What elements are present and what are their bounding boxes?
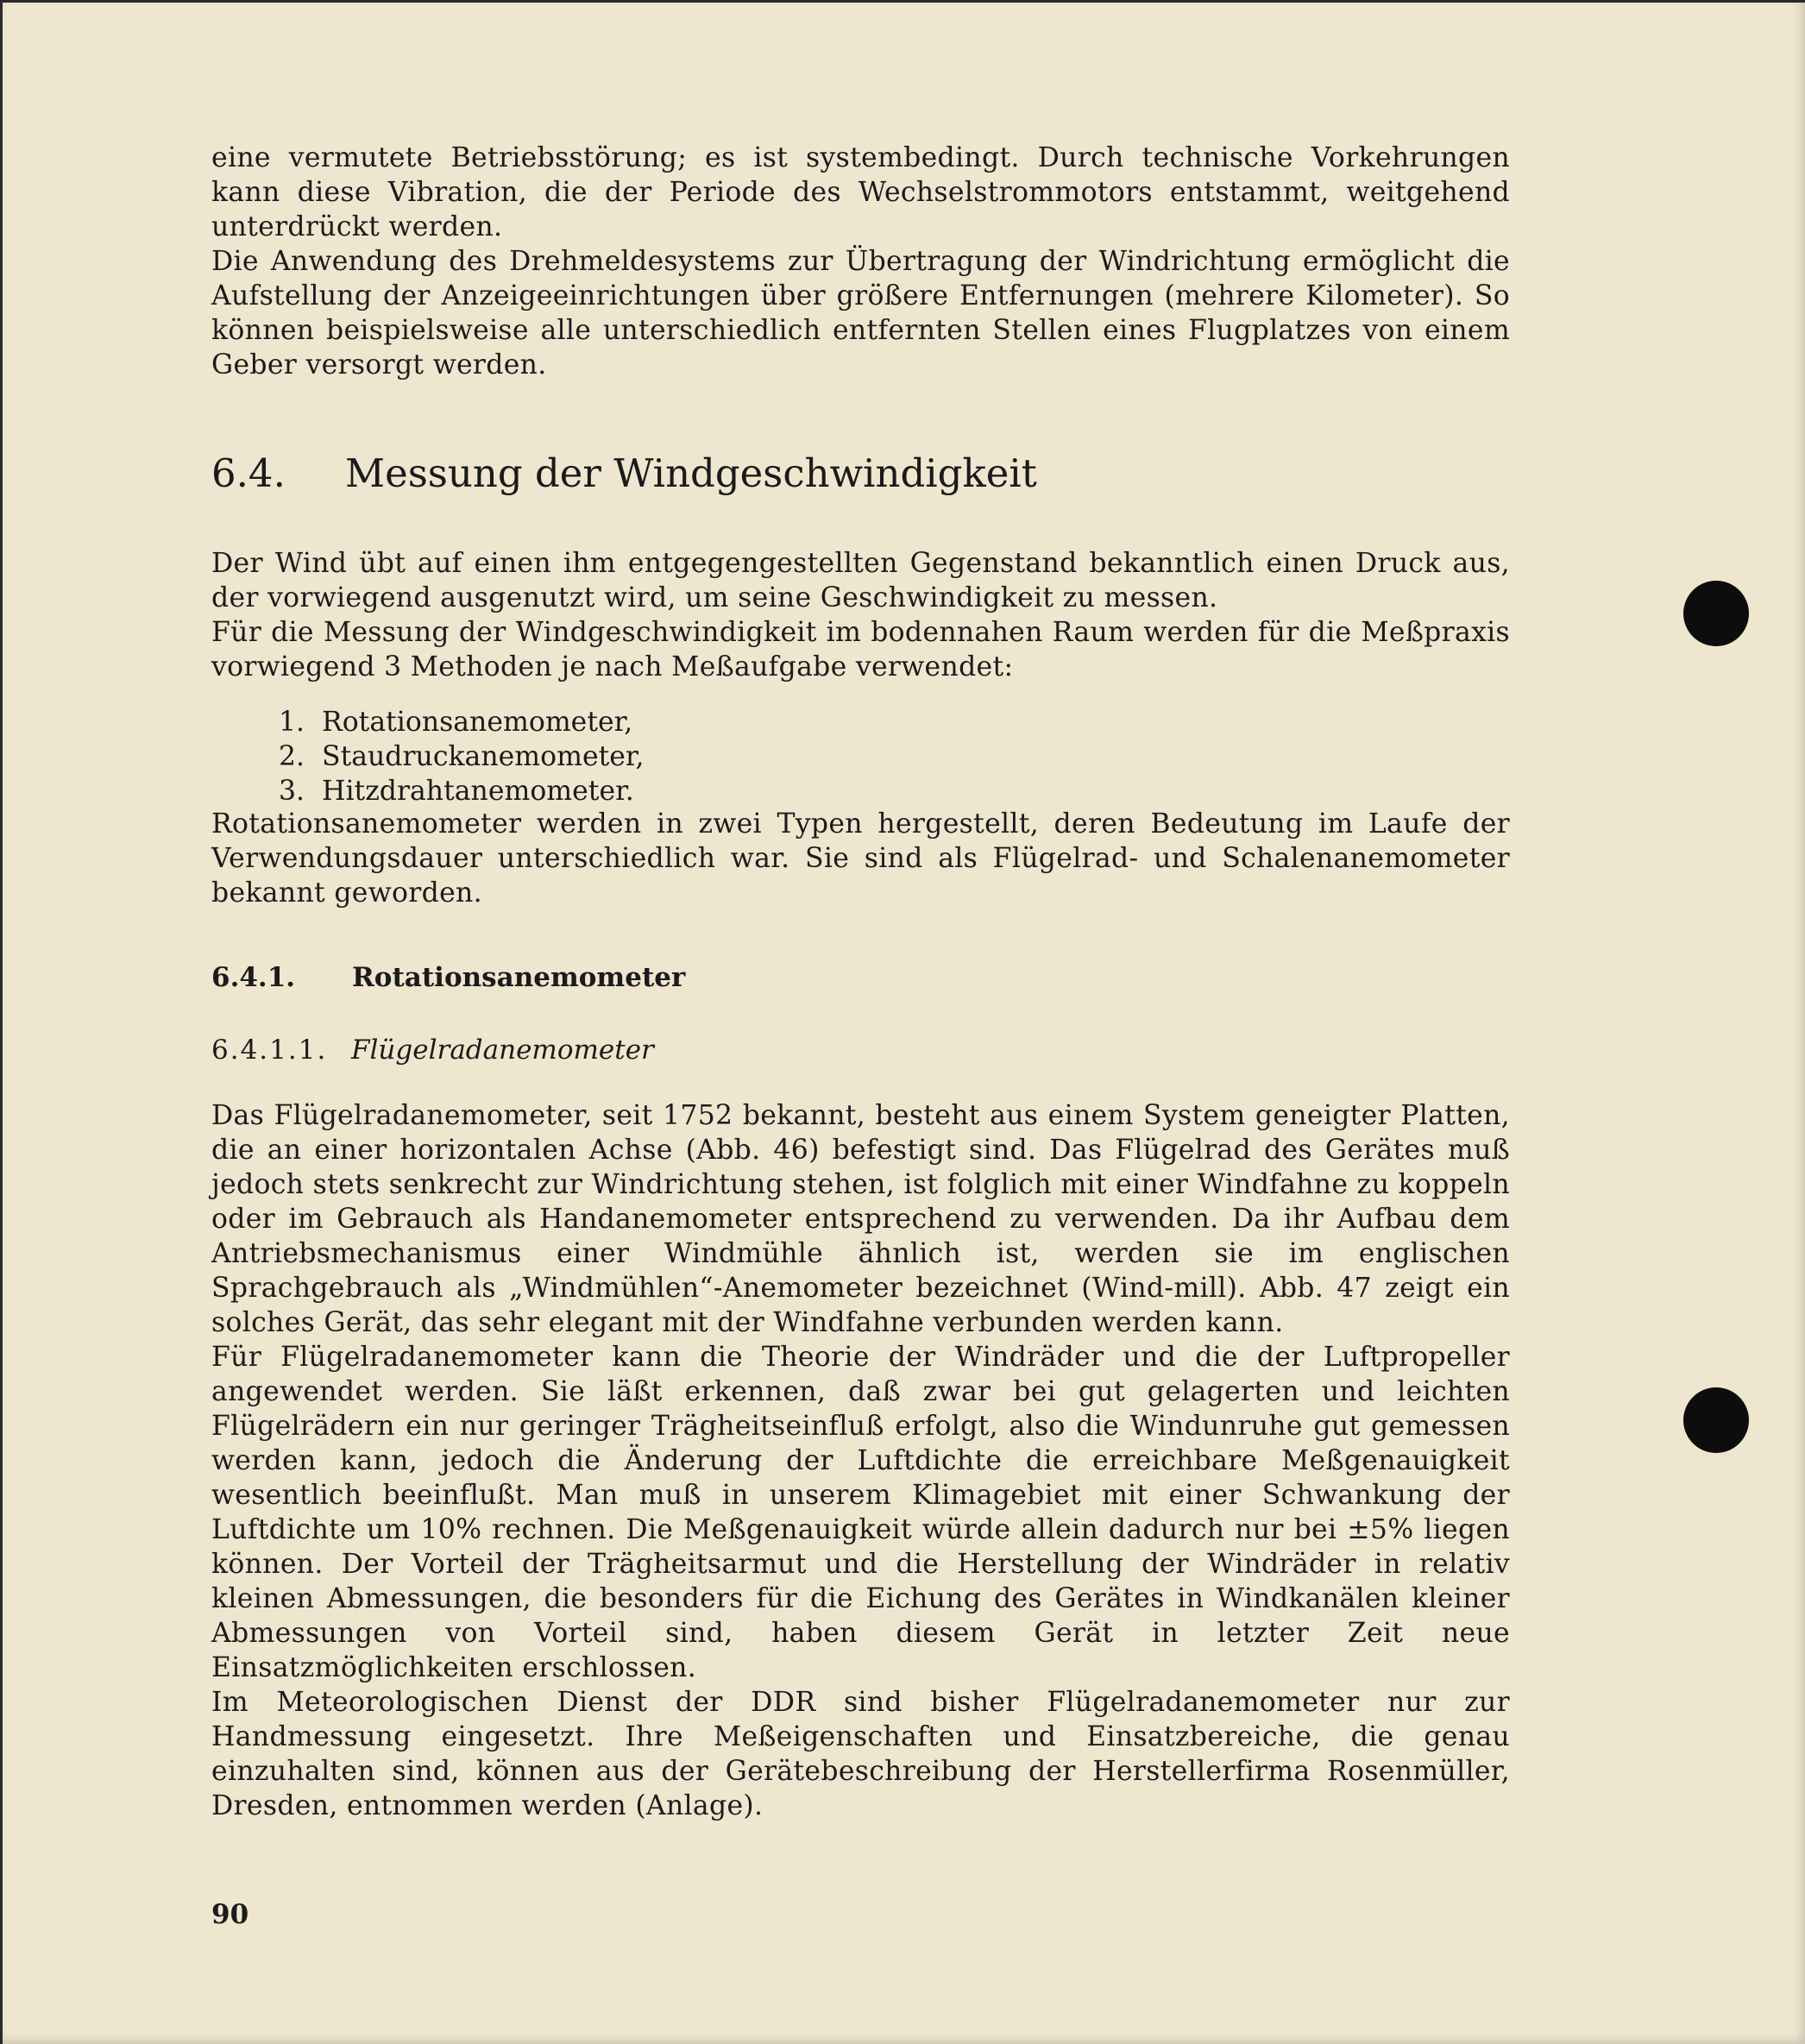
intro-paragraph-1: eine vermutete Betriebsstörung; es ist systembedingt. Durch technische Vorkehrungen kann diese Vibration, die der Periode des Wechselstrommotors entstammt, weitgehend unterdrückt werden. [211,142,1510,242]
body-paragraph-1: Das Flügelradanemometer, seit 1752 bekannt, besteht aus einem System geneigter Platten, die an einer horizontalen Achse (Abb. 46) befestigt sind. Das Flügelrad des Gerätes muß jedoch stets senkrecht zur Windrichtung stehen, ist folglich mit einer Windfahne zu koppeln oder im Gebrauch als Handanemometer entsprechend zu verwenden. Da ihr Aufbau dem Antriebsmechanismus einer Windmühle ähnlich ist, werden sie im englischen Sprachgebrauch als „Windmühlen“-Anemometer bezeichnet (Wind-mill). Abb. 47 zeigt ein solches Gerät, das sehr elegant mit der Windfahne verbunden werden kann. [211,1100,1510,1338]
section-paragraph-3: Rotationsanemometer werden in zwei Typen hergestellt, deren Bedeutung im Laufe der Verwendungsdauer unterschiedlich war. Sie sind als Flügelrad- und Schalenanemometer bekannt geworden. [211,808,1510,909]
subsection-title: Rotationsanemometer [352,962,686,993]
intro-paragraph-2: Die Anwendung des Drehmeldesystems zur Übertragung der Windrichtung ermöglicht die Aufstellung der Anzeigeeinrichtungen über größere Entfernungen (mehrere Kilometer). So können beispielsweise alle unterschiedlich entfernten Stellen eines Flugplatzes von einem Geber versorgt werden. [211,246,1510,380]
list-item: 1. Rotationsanemometer, [279,707,633,738]
methods-list [279,705,645,808]
section-title: Messung der Windgeschwindigkeit [345,450,1037,496]
section-paragraph-3-block [211,807,1510,910]
punch-hole-top [1683,581,1749,646]
punch-hole-bottom [1683,1387,1749,1453]
list-item: 2. Staudruckanemometer, [279,741,645,772]
section-heading [211,450,1037,498]
subsubsection-number: 6.4.1.1. [211,1035,328,1066]
page-number: 90 [211,1899,249,1930]
body-paragraph-3: Im Meteorologischen Dienst der DDR sind bisher Flügelradanemometer nur zur Handmessung eingesetzt. Ihre Meßeigenschaften und Einsatzbereiche, die genau einzuhalten sind, können aus der Gerätebeschreibung der Herstellerfirma Rosenmüller, Dresden, entnommen werden (Anlage). [211,1687,1510,1821]
subsubsection-title: Flügelradanemometer [351,1035,654,1066]
intro-block [211,141,1510,382]
body-paragraph-2: Für Flügelradanemometer kann die Theorie der Windräder und die der Luftpropeller angewendet werden. Sie läßt erkennen, daß zwar bei gut gelagerten und leichten Flügelrädern ein nur geringer Trägheitseinfluß erfolgt, also die Windunruhe gut gemessen werden kann, jedoch die Änderung der Luftdichte die erreichbare Meßgenauigkeit wesentlich beeinflußt. Man muß in unserem Klimagebiet mit einer Schwankung der Luftdichte um 10% rechnen. Die Meßgenauigkeit würde allein dadurch nur bei ±5% liegen können. Der Vorteil der Trägheitsarmut und die Herstellung der Windräder in relativ kleinen Abmessungen, die besonders für die Eichung des Gerätes in Windkanälen kleiner Abmessungen von Vorteil sind, haben diesem Gerät in letzter Zeit neue Einsatzmöglichkeiten erschlossen. [211,1342,1510,1683]
section-intro-block [211,546,1510,684]
list-item: 3. Hitzdrahtanemometer. [279,776,634,807]
subsection-heading [211,960,685,995]
body-block [211,1098,1510,1823]
subsubsection-heading [211,1033,654,1067]
section-paragraph-2: Für die Messung der Windgeschwindigkeit im bodennahen Raum werden für die Meßpraxis vorwiegend 3 Methoden je nach Meßaufgabe verwendet: [211,617,1510,682]
section-paragraph-1: Der Wind übt auf einen ihm entgegengestellten Gegenstand bekanntlich einen Druck aus, der vorwiegend ausgenutzt wird, um seine Geschwindigkeit zu messen. [211,548,1510,613]
section-number: 6.4. [211,450,286,496]
subsection-number: 6.4.1. [211,962,296,993]
